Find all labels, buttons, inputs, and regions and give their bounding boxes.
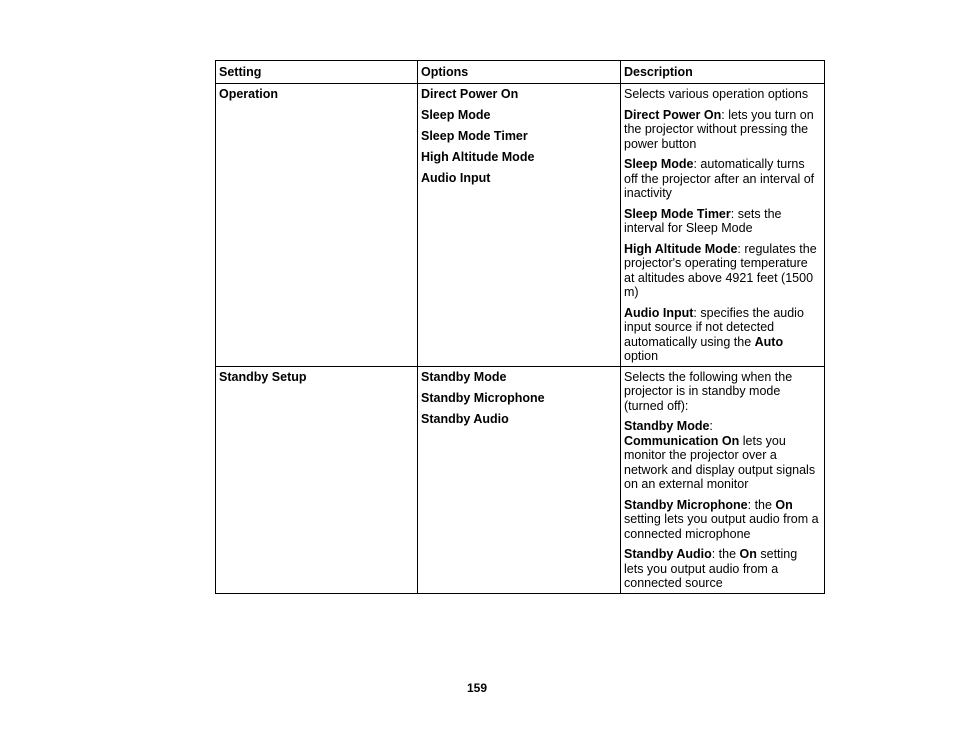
settings-table xyxy=(215,60,825,594)
description-term: Sleep Mode xyxy=(624,157,694,171)
description-text: : the xyxy=(747,497,776,512)
description-item xyxy=(624,242,820,300)
description-item xyxy=(624,498,820,542)
description-term: Audio Input xyxy=(624,305,694,320)
description-term: High Altitude Mode xyxy=(624,241,738,256)
option-item: Standby Audio xyxy=(421,411,509,426)
description-item xyxy=(624,419,820,492)
description-intro: Selects the following when the projector is in standby mode (turned off): xyxy=(624,369,793,413)
description-text: setting lets you output audio from a connected source xyxy=(624,547,798,590)
header-setting: Setting xyxy=(216,61,418,84)
options-cell xyxy=(418,84,621,367)
description-term: Standby Mode xyxy=(624,419,710,433)
description-item xyxy=(624,547,820,591)
description-text: : xyxy=(709,419,713,433)
option-item: Direct Power On xyxy=(421,87,519,101)
option-item: High Altitude Mode xyxy=(421,150,535,164)
table-row xyxy=(216,84,825,367)
description-item xyxy=(624,207,820,236)
description-term: Auto xyxy=(754,334,784,349)
description-text: option xyxy=(624,349,659,363)
description-term: Direct Power On xyxy=(624,107,722,122)
description-text: : regulates the projector's operating temperature at altitudes above 4921 feet (1500 m) xyxy=(624,241,817,299)
description-text: setting lets you output audio from a connected microphone xyxy=(624,512,819,541)
description-text: : specifies the audio input source if not detected automatically using the xyxy=(624,305,804,349)
description-text: : lets you turn on the projector without pressing the power button xyxy=(624,107,814,151)
page-number: 159 xyxy=(466,681,488,695)
description-term: On xyxy=(739,547,757,561)
description-cell xyxy=(621,84,825,367)
setting-cell: Standby Setup xyxy=(216,366,418,593)
description-term: Sleep Mode Timer xyxy=(624,206,731,221)
option-item: Audio Input xyxy=(421,171,491,185)
setting-cell: Operation xyxy=(216,84,418,367)
option-item: Sleep Mode Timer xyxy=(421,129,528,143)
description-item xyxy=(624,157,820,201)
description-term: Communication On xyxy=(624,433,740,448)
description-text: : sets the interval for Sleep Mode xyxy=(624,206,782,235)
table-row xyxy=(216,366,825,593)
description-text: : automatically turns off the projector after an interval of inactivity xyxy=(624,157,815,200)
description-item xyxy=(624,108,820,152)
description-text: : the xyxy=(711,547,740,561)
description-cell xyxy=(621,366,825,593)
options-cell xyxy=(418,366,621,593)
option-item: Standby Mode xyxy=(421,369,507,384)
header-description: Description xyxy=(621,61,825,84)
description-intro: Selects various operation options xyxy=(624,87,809,101)
description-term: On xyxy=(775,497,793,512)
description-term: Standby Audio xyxy=(624,547,712,561)
option-item: Standby Microphone xyxy=(421,390,545,405)
option-item: Sleep Mode xyxy=(421,108,491,122)
description-text: lets you monitor the projector over a network and display output signals on an external monitor xyxy=(624,433,816,491)
header-options: Options xyxy=(418,61,621,84)
table-header-row xyxy=(216,61,825,84)
description-item xyxy=(624,306,820,364)
description-term: Standby Microphone xyxy=(624,497,748,512)
